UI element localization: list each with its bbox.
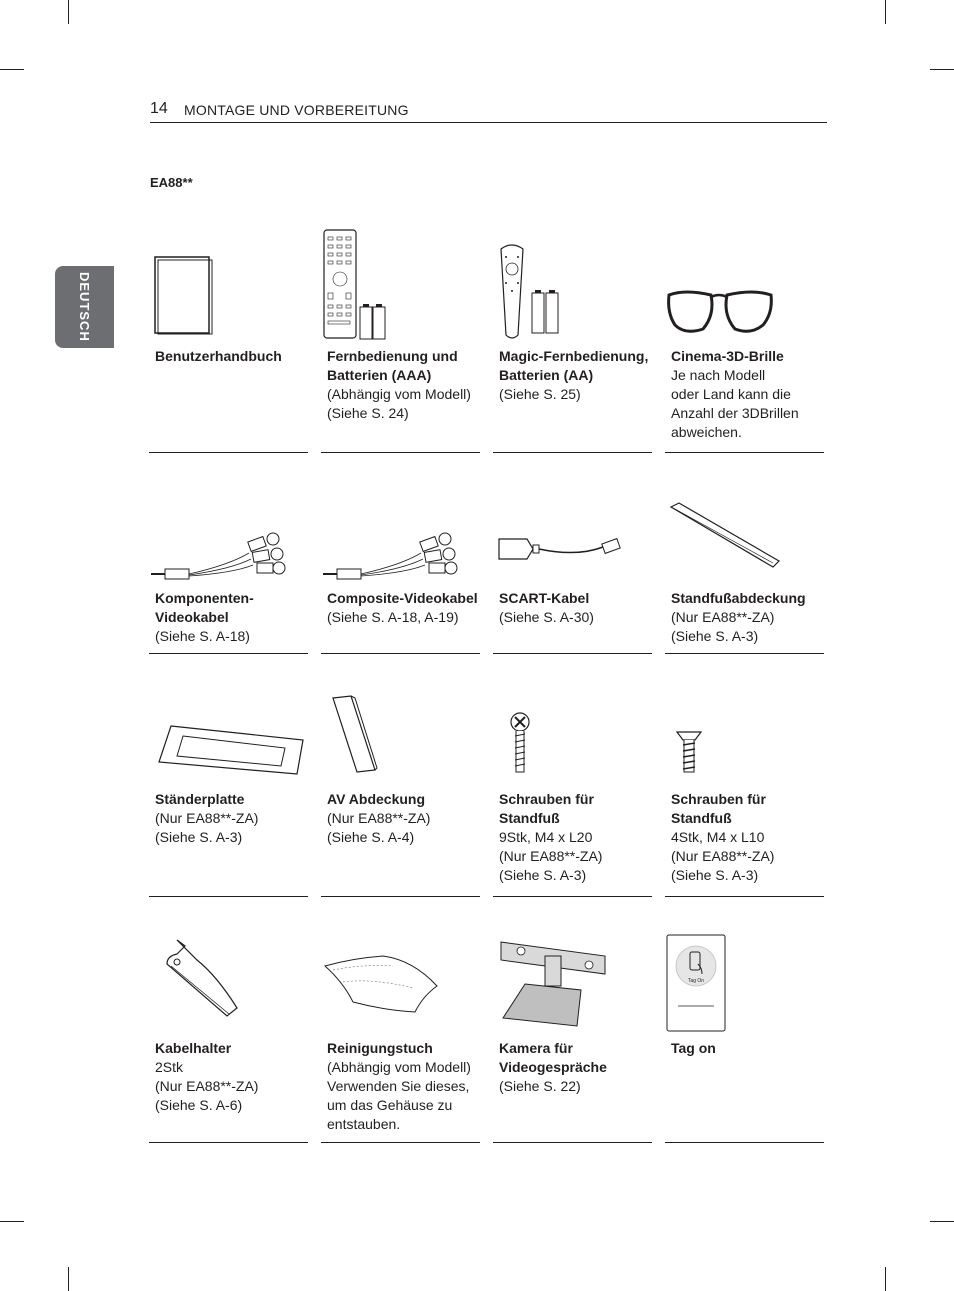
composite-cable-icon [321,525,461,581]
item-label [499,1039,651,1096]
item-description: 4Stk, M4 x L10 (Nur EA88**-ZA) (Siehe S. A-3) [671,829,775,883]
item-description: (Abhängig vom Modell) (Siehe S. 24) [327,386,471,421]
item-name: Composite-Videokabel [327,590,478,606]
video-camera-icon [497,938,611,1030]
item-description: (Siehe S. 25) [499,386,581,402]
item-description: (Nur EA88**-ZA) (Siehe S. A-4) [327,810,431,845]
accessory-item [149,930,308,1143]
item-name: Standfußabdeckung [671,590,806,606]
item-name: Komponenten-Videokabel [155,590,254,625]
item-name: Cinema-3D-Brille [671,348,784,364]
item-name: Reinigungstuch [327,1040,433,1056]
accessory-item [493,930,652,1143]
item-description: 9Stk, M4 x L20 (Nur EA88**-ZA) (Siehe S. A-3) [499,829,603,883]
item-description: (Nur EA88**-ZA) (Siehe S. A-3) [155,810,259,845]
page-number: 14 [150,100,168,117]
remote-control-icon [323,229,393,341]
av-cover-icon [331,694,381,774]
item-description: (Siehe S. A-18, A-19) [327,609,459,625]
model-heading: EA88** [150,175,193,190]
crop-mark [0,1221,24,1222]
item-name: Magic-Fernbedienung, Batterien (AA) [499,348,649,383]
cleaning-cloth-icon [323,952,443,1016]
section-title: MONTAGE UND VORBEREITUNG [184,102,409,118]
item-description: 2Stk (Nur EA88**-ZA) (Siehe S. A-6) [155,1059,259,1113]
long-screw-icon [507,712,537,776]
item-label [327,790,479,847]
accessory-item [321,495,480,654]
accessory-item [665,690,824,897]
accessory-item [149,225,308,453]
item-label [327,347,479,423]
accessory-item [493,225,652,453]
item-description: (Siehe S. A-18) [155,628,250,644]
accessory-item [493,495,652,654]
item-label [327,1039,479,1134]
item-label [671,1039,823,1058]
item-description: (Siehe S. A-30) [499,609,594,625]
item-name: Benutzerhandbuch [155,348,282,364]
item-label [155,790,307,847]
item-label [327,589,479,627]
accessory-item [149,690,308,897]
manual-icon [153,255,213,335]
stand-cover-icon [669,501,781,571]
item-name: Kabelhalter [155,1040,232,1056]
item-name: Tag on [671,1040,716,1056]
item-name: AV Abdeckung [327,791,426,807]
item-label [671,790,823,885]
item-description: Je nach Modell oder Land kann die Anzahl der 3DBrillen abweichen. [671,367,799,440]
accessory-item [665,930,824,1143]
stand-plate-icon [157,722,307,778]
crop-mark [930,1221,954,1222]
component-cable-icon [149,525,289,581]
item-label [155,1039,307,1115]
item-name: SCART-Kabel [499,590,590,606]
crop-mark [885,0,886,24]
accessory-item [321,930,480,1143]
scart-cable-icon [497,533,627,563]
crop-mark [885,1267,886,1291]
accessory-item [149,495,308,654]
language-tab-label: DEUTSCH [77,272,92,342]
magic-remote-icon [496,241,566,341]
crop-mark [68,0,69,24]
item-description: (Siehe S. 22) [499,1078,581,1094]
svg-text:Tag On: Tag On [687,978,705,984]
short-screw-icon [675,730,705,776]
item-label [155,347,307,366]
item-name: Ständerplatte [155,791,245,807]
item-name: Schrauben für Standfuß [499,791,594,826]
crop-mark [930,69,954,70]
item-label [499,589,651,627]
item-label [499,347,651,404]
item-label [155,589,307,646]
cable-holder-icon [157,936,241,1018]
accessory-item [321,690,480,897]
accessory-item [665,495,824,654]
accessory-item [493,690,652,897]
item-label [671,347,823,442]
tag-on-icon [666,934,726,1032]
item-name: Fernbedienung und Batterien (AAA) [327,348,458,383]
crop-mark [0,69,24,70]
item-description: (Nur EA88**-ZA) (Siehe S. A-3) [671,609,775,644]
item-name: Kamera für Videogespräche [499,1040,607,1075]
language-tab [55,266,114,348]
item-label [499,790,651,885]
3d-glasses-icon [665,285,775,337]
accessory-item [665,225,824,453]
item-label [671,589,823,646]
crop-mark [68,1267,69,1291]
item-description: (Abhängig vom Modell) Verwenden Sie dieses, um das Gehäuse zu entstauben. [327,1059,471,1132]
page-header [150,100,827,123]
item-name: Schrauben für Standfuß [671,791,766,826]
accessory-item [321,225,480,453]
